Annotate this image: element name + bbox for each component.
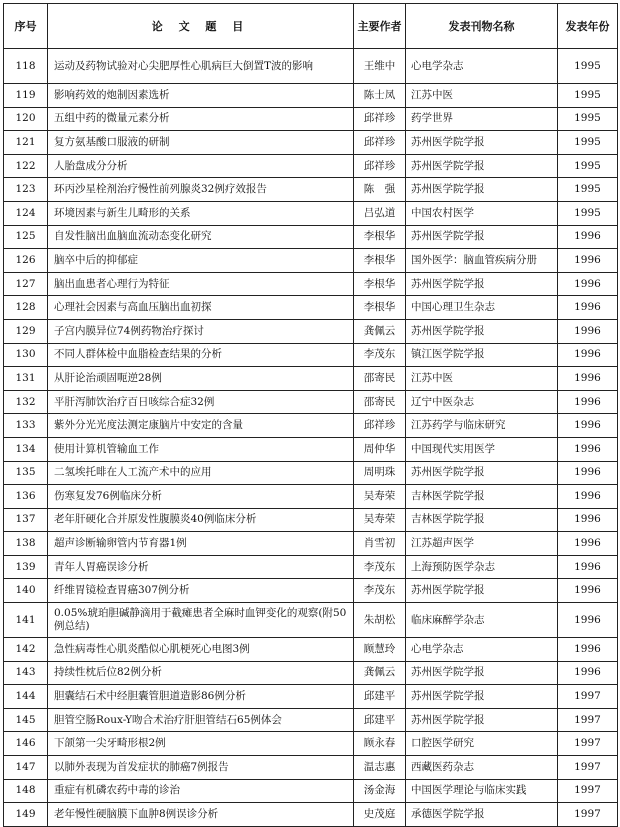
author-name: 肖雪初 [354,532,406,556]
paper-title: 下颌第一尖牙畸形根2例 [48,732,354,756]
paper-title: 胆囊结石术中经胆囊管胆道造影86例分析 [48,685,354,709]
table-row [4,414,618,438]
publication-year: 1997 [558,756,618,780]
publication-year: 1996 [558,461,618,485]
journal-name: 江苏中医 [406,367,558,391]
publication-year: 1996 [558,638,618,662]
table-row [4,685,618,709]
paper-title: 人胎盘成分分析 [48,154,354,178]
paper-title: 使用计算机管输血工作 [48,437,354,461]
paper-title: 不同人群体检中血脂检查结果的分析 [48,343,354,367]
table-row [4,343,618,367]
publication-year: 1997 [558,732,618,756]
journal-name: 苏州医学院学报 [406,661,558,685]
paper-title: 心理社会因素与高血压脑出血初探 [48,296,354,320]
author-name: 温志惠 [354,756,406,780]
paper-title: 脑卒中后的抑郁症 [48,249,354,273]
row-number: 121 [4,131,48,155]
publication-year: 1996 [558,319,618,343]
row-number: 120 [4,107,48,131]
publication-year: 1996 [558,532,618,556]
publication-year: 1996 [558,249,618,273]
row-number: 118 [4,49,48,84]
author-name: 顾慧玲 [354,638,406,662]
author-name: 邵寄民 [354,367,406,391]
paper-title: 从肝论治顽固呃逆28例 [48,367,354,391]
table-row [4,579,618,603]
author-name: 周明珠 [354,461,406,485]
author-name: 李茂东 [354,555,406,579]
journal-name: 江苏药学与临床研究 [406,414,558,438]
paper-title: 脑出血患者心理行为特征 [48,272,354,296]
header-journal: 发表刊物名称 [406,4,558,49]
table-row [4,532,618,556]
journal-name: 苏州医学院学报 [406,461,558,485]
publication-year: 1996 [558,343,618,367]
paper-title: 重症有机磷农药中毒的诊治 [48,779,354,803]
journal-name: 吉林医学院学报 [406,485,558,509]
paper-title: 急性病毒性心肌炎酷似心肌梗死心电图3例 [48,638,354,662]
paper-title: 平肝泻肺饮治疗百日咳综合症32例 [48,390,354,414]
row-number: 144 [4,685,48,709]
author-name: 龚佩云 [354,319,406,343]
author-name: 邱祥珍 [354,414,406,438]
table-row [4,779,618,803]
publication-year: 1997 [558,779,618,803]
author-name: 李根华 [354,225,406,249]
publication-year: 1996 [558,414,618,438]
journal-name: 江苏超声医学 [406,532,558,556]
paper-title: 以肺外表现为首发症状的肺癌7例报告 [48,756,354,780]
publication-year: 1997 [558,803,618,827]
table-row [4,437,618,461]
author-name: 邱祥珍 [354,154,406,178]
journal-name: 中国农村医学 [406,201,558,225]
publication-year: 1995 [558,49,618,84]
journal-name: 苏州医学院学报 [406,225,558,249]
paper-title: 五组中药的微量元素分析 [48,107,354,131]
author-name: 邱建平 [354,708,406,732]
table-row [4,319,618,343]
paper-list-table [3,3,618,827]
journal-name: 心电学杂志 [406,49,558,84]
paper-title: 伤寒复发76例临床分析 [48,485,354,509]
publication-year: 1996 [558,508,618,532]
table-row [4,367,618,391]
row-number: 141 [4,603,48,638]
row-number: 128 [4,296,48,320]
table-row [4,272,618,296]
row-number: 135 [4,461,48,485]
journal-name: 苏州医学院学报 [406,579,558,603]
table-row [4,49,618,84]
row-number: 142 [4,638,48,662]
row-number: 133 [4,414,48,438]
row-number: 126 [4,249,48,273]
author-name: 邱建平 [354,685,406,709]
table-row [4,803,618,827]
journal-name: 中国心理卫生杂志 [406,296,558,320]
table-row [4,508,618,532]
row-number: 149 [4,803,48,827]
publication-year: 1996 [558,579,618,603]
row-number: 143 [4,661,48,685]
row-number: 131 [4,367,48,391]
paper-title: 子宫内膜异位74例药物治疗探讨 [48,319,354,343]
table-row [4,249,618,273]
publication-year: 1995 [558,178,618,202]
table-row [4,708,618,732]
publication-year: 1995 [558,201,618,225]
publication-year: 1996 [558,296,618,320]
author-name: 龚佩云 [354,661,406,685]
row-number: 124 [4,201,48,225]
journal-name: 药学世界 [406,107,558,131]
header-row [4,4,618,49]
author-name: 汤金海 [354,779,406,803]
author-name: 李根华 [354,296,406,320]
publication-year: 1996 [558,555,618,579]
publication-year: 1997 [558,685,618,709]
journal-name: 国外医学：脑血管疾病分册 [406,249,558,273]
paper-title: 超声诊断输卵管内节育器1例 [48,532,354,556]
table-row [4,390,618,414]
author-name: 朱胡松 [354,603,406,638]
publication-year: 1996 [558,485,618,509]
row-number: 147 [4,756,48,780]
author-name: 陈士凤 [354,84,406,108]
row-number: 148 [4,779,48,803]
journal-name: 苏州医学院学报 [406,685,558,709]
author-name: 邱祥珍 [354,131,406,155]
table-row [4,296,618,320]
author-name: 李根华 [354,272,406,296]
table-row [4,661,618,685]
paper-title: 二氢埃托啡在人工流产术中的应用 [48,461,354,485]
journal-name: 苏州医学院学报 [406,319,558,343]
paper-title: 复方氨基酸口服液的研制 [48,131,354,155]
journal-name: 苏州医学院学报 [406,131,558,155]
row-number: 134 [4,437,48,461]
paper-title: 0.05%琥珀胆碱静滴用于截瘫患者全麻时血钾变化的观察(附50例总结) [48,603,354,638]
author-name: 邵寄民 [354,390,406,414]
row-number: 132 [4,390,48,414]
journal-name: 西藏医药杂志 [406,756,558,780]
row-number: 137 [4,508,48,532]
row-number: 140 [4,579,48,603]
author-name: 李根华 [354,249,406,273]
table-row [4,461,618,485]
row-number: 122 [4,154,48,178]
table-row [4,225,618,249]
author-name: 吕弘道 [354,201,406,225]
row-number: 129 [4,319,48,343]
paper-title: 青年人胃癌误诊分析 [48,555,354,579]
table-row [4,107,618,131]
publication-year: 1996 [558,603,618,638]
header-title: 论 文 题 目 [48,4,354,49]
row-number: 125 [4,225,48,249]
table-row [4,201,618,225]
journal-name: 辽宁中医杂志 [406,390,558,414]
paper-title: 运动及药物试验对心尖肥厚性心肌病巨大倒置T波的影响 [48,49,354,84]
author-name: 史茂庭 [354,803,406,827]
publication-year: 1995 [558,84,618,108]
table-row [4,131,618,155]
table-row [4,485,618,509]
publication-year: 1996 [558,272,618,296]
author-name: 周仲华 [354,437,406,461]
row-number: 138 [4,532,48,556]
header-year: 发表年份 [558,4,618,49]
journal-name: 上海预防医学杂志 [406,555,558,579]
publication-year: 1996 [558,437,618,461]
publication-year: 1996 [558,661,618,685]
table-row [4,603,618,638]
author-name: 李茂东 [354,343,406,367]
publication-year: 1995 [558,107,618,131]
header-no: 序号 [4,4,48,49]
journal-name: 心电学杂志 [406,638,558,662]
journal-name: 口腔医学研究 [406,732,558,756]
paper-title: 环境因素与新生儿畸形的关系 [48,201,354,225]
table-row [4,638,618,662]
row-number: 123 [4,178,48,202]
paper-title: 老年慢性硬脑膜下血肿8例误诊分析 [48,803,354,827]
paper-title: 老年肝硬化合并原发性腹膜炎40例临床分析 [48,508,354,532]
paper-title: 持续性枕后位82例分析 [48,661,354,685]
journal-name: 苏州医学院学报 [406,272,558,296]
row-number: 127 [4,272,48,296]
author-name: 顾永春 [354,732,406,756]
row-number: 145 [4,708,48,732]
row-number: 136 [4,485,48,509]
journal-name: 苏州医学院学报 [406,154,558,178]
publication-year: 1996 [558,390,618,414]
journal-name: 镇江医学院学报 [406,343,558,367]
table-row [4,178,618,202]
table-row [4,555,618,579]
author-name: 李茂东 [354,579,406,603]
journal-name: 苏州医学院学报 [406,708,558,732]
table-row [4,756,618,780]
author-name: 吴寿荣 [354,508,406,532]
journal-name: 江苏中医 [406,84,558,108]
author-name: 邱祥珍 [354,107,406,131]
paper-title: 紫外分光光度法测定康脑片中安定的含量 [48,414,354,438]
paper-title: 胆管空肠Roux-Y吻合术治疗肝胆管结石65例体会 [48,708,354,732]
journal-name: 中国医学理论与临床实践 [406,779,558,803]
journal-name: 中国现代实用医学 [406,437,558,461]
journal-name: 吉林医学院学报 [406,508,558,532]
journal-name: 承德医学院学报 [406,803,558,827]
publication-year: 1995 [558,131,618,155]
paper-title: 纤维胃镜检查胃癌307例分析 [48,579,354,603]
author-name: 陈 强 [354,178,406,202]
journal-name: 临床麻醉学杂志 [406,603,558,638]
table-row [4,732,618,756]
row-number: 130 [4,343,48,367]
row-number: 119 [4,84,48,108]
paper-title: 影响药效的炮制因素选析 [48,84,354,108]
header-author: 主要作者 [354,4,406,49]
paper-title: 自发性脑出血脑血流动态变化研究 [48,225,354,249]
table-row [4,154,618,178]
publication-year: 1996 [558,225,618,249]
table-body [4,49,618,827]
table-row [4,84,618,108]
row-number: 146 [4,732,48,756]
publication-year: 1997 [558,708,618,732]
author-name: 王维中 [354,49,406,84]
publication-year: 1995 [558,154,618,178]
journal-name: 苏州医学院学报 [406,178,558,202]
publication-year: 1996 [558,367,618,391]
author-name: 吴寿荣 [354,485,406,509]
paper-title: 环丙沙星栓剂治疗慢性前列腺炎32例疗效报告 [48,178,354,202]
row-number: 139 [4,555,48,579]
